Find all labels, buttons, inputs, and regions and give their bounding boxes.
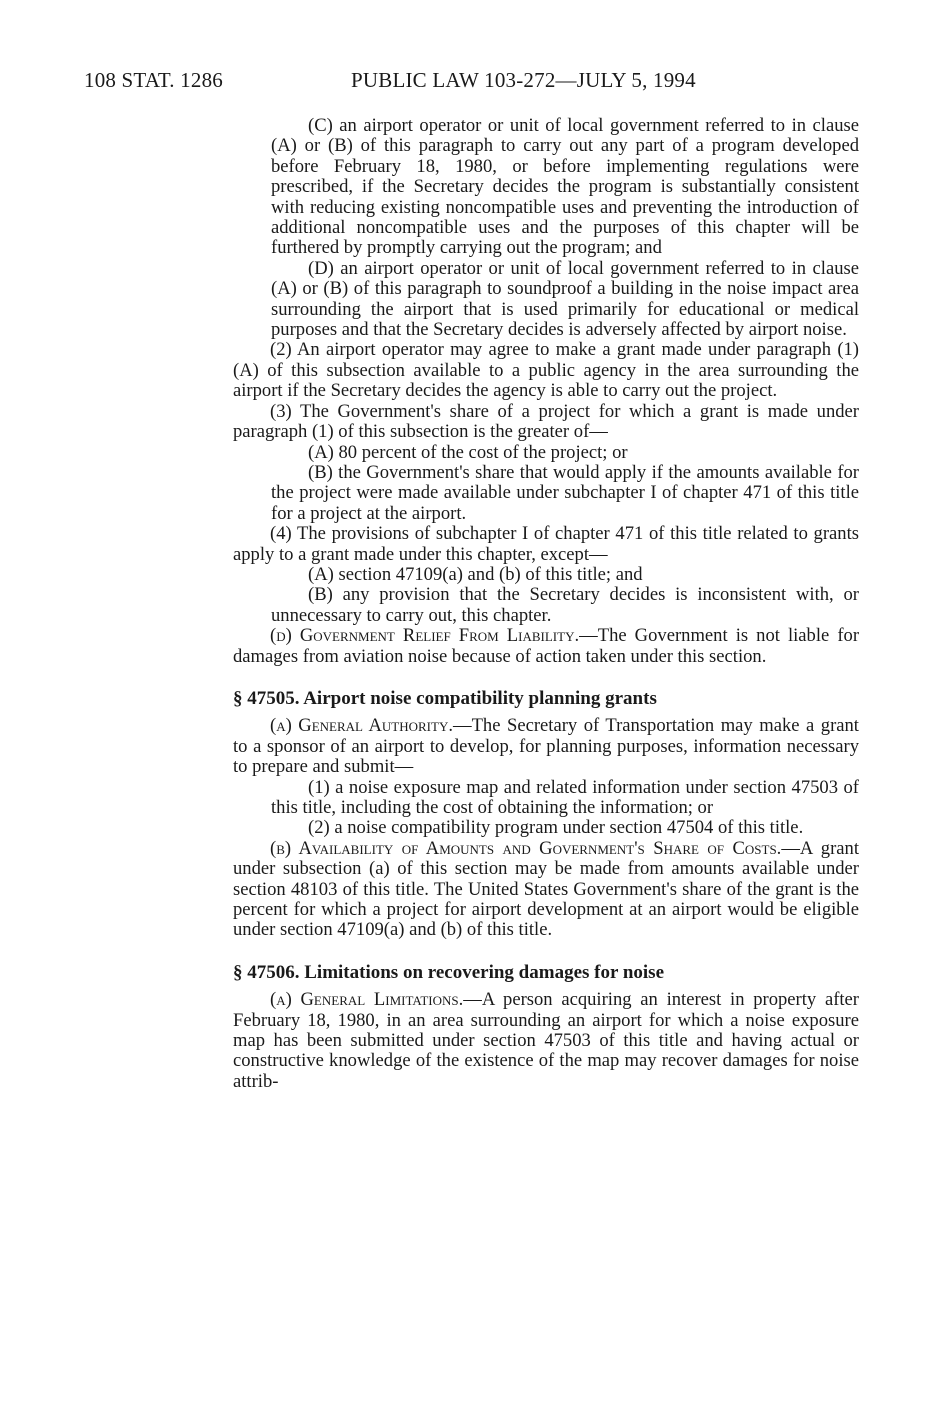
subsection-d	[233, 626, 859, 667]
stat-reference: 108 STAT. 1286	[84, 68, 223, 92]
paragraph-3a: (A) 80 percent of the cost of the project; or	[308, 441, 628, 463]
paragraph-3b: (B) the Government's share that would apply if the amounts available for the project were made available under subchapter I of chapter 471 of this title for a project at the airport.	[271, 461, 859, 524]
section-47505-a-heading: (a) General Authority.	[270, 715, 453, 737]
clause-d: (D) an airport operator or unit of local government referred to in clause (A) or (B) of this paragraph to soundproof a building in the noise impact area surrounding the airport that is used primarily for educational or medical purposes and that the Secretary decides is adversely affected by airport noise.	[271, 257, 859, 341]
document-body	[233, 116, 859, 1092]
clause-c: (C) an airport operator or unit of local government referred to in clause (A) or (B) of this paragraph to carry out any part of a program developed before February 18, 1980, or before implementing regulations were prescribed, if the Secretary decides the program is substantially consistent with reducing existing noncompatible uses and preventing the introduction of additional noncompatible uses and the purposes of this chapter will be furthered by promptly carrying out the program; and	[271, 115, 859, 259]
law-title: PUBLIC LAW 103-272—JULY 5, 1994	[351, 68, 696, 92]
section-47506-heading: § 47506. Limitations on recovering damages for noise	[233, 961, 664, 983]
subsection-d-heading: (d) Government Relief From Liability.	[270, 625, 580, 647]
section-47505-b-text: —A grant under subsection (a) of this section may be made from amounts available under section 48103 of this title. The United States Government's share of the grant is the percent for which a project for airport development at an airport would be eligible under section 47109(a) and (b) of this title.	[233, 837, 859, 941]
section-47505-a	[233, 716, 859, 777]
section-47505-b	[233, 839, 859, 941]
subsection-d-text: —The Government is not liable for damages from aviation noise because of action taken under this section.	[233, 625, 860, 667]
section-47506-a	[233, 990, 859, 1092]
section-47505-item-1: (1) a noise exposure map and related information under section 47503 of this title, including the cost of obtaining the information; or	[271, 776, 859, 818]
section-47505-a-text: —The Secretary of Transportation may make a grant to a sponsor of an airport to develop, for planning purposes, information necessary to prepare and submit—	[233, 715, 859, 778]
paragraph-4a: (A) section 47109(a) and (b) of this title; and	[308, 563, 643, 585]
paragraph-4: (4) The provisions of subchapter I of chapter 471 of this title related to grants apply to a grant made under this chapter, except—	[233, 523, 859, 565]
section-47506-a-text: —A person acquiring an interest in property after February 18, 1980, in an area surrounding an airport for which a noise exposure map has been submitted under section 47503 of this title and having actual or constructive knowledge of the existence of the map may recover damages for noise attrib-	[233, 989, 860, 1092]
section-47506-a-heading: (a) General Limitations.	[270, 989, 464, 1011]
paragraph-3: (3) The Government's share of a project for which a grant is made under paragraph (1) of this subsection is the greater of—	[233, 400, 859, 443]
section-47505-item-2: (2) a noise compatibility program under section 47504 of this title.	[308, 817, 804, 839]
section-47505-b-heading: (b) Availability of Amounts and Government's Share of Costs.	[270, 837, 782, 859]
section-47505-heading: § 47505. Airport noise compatibility planning grants	[233, 687, 657, 709]
paragraph-4b: (B) any provision that the Secretary decides is inconsistent with, or unnecessary to carry out, this chapter.	[271, 584, 859, 626]
paragraph-2: (2) An airport operator may agree to make a grant made under paragraph (1)(A) of this subsection available to a public agency in the area surrounding the airport if the Secretary decides the agency is able to carry out the project.	[233, 339, 859, 402]
page-header	[84, 68, 864, 96]
